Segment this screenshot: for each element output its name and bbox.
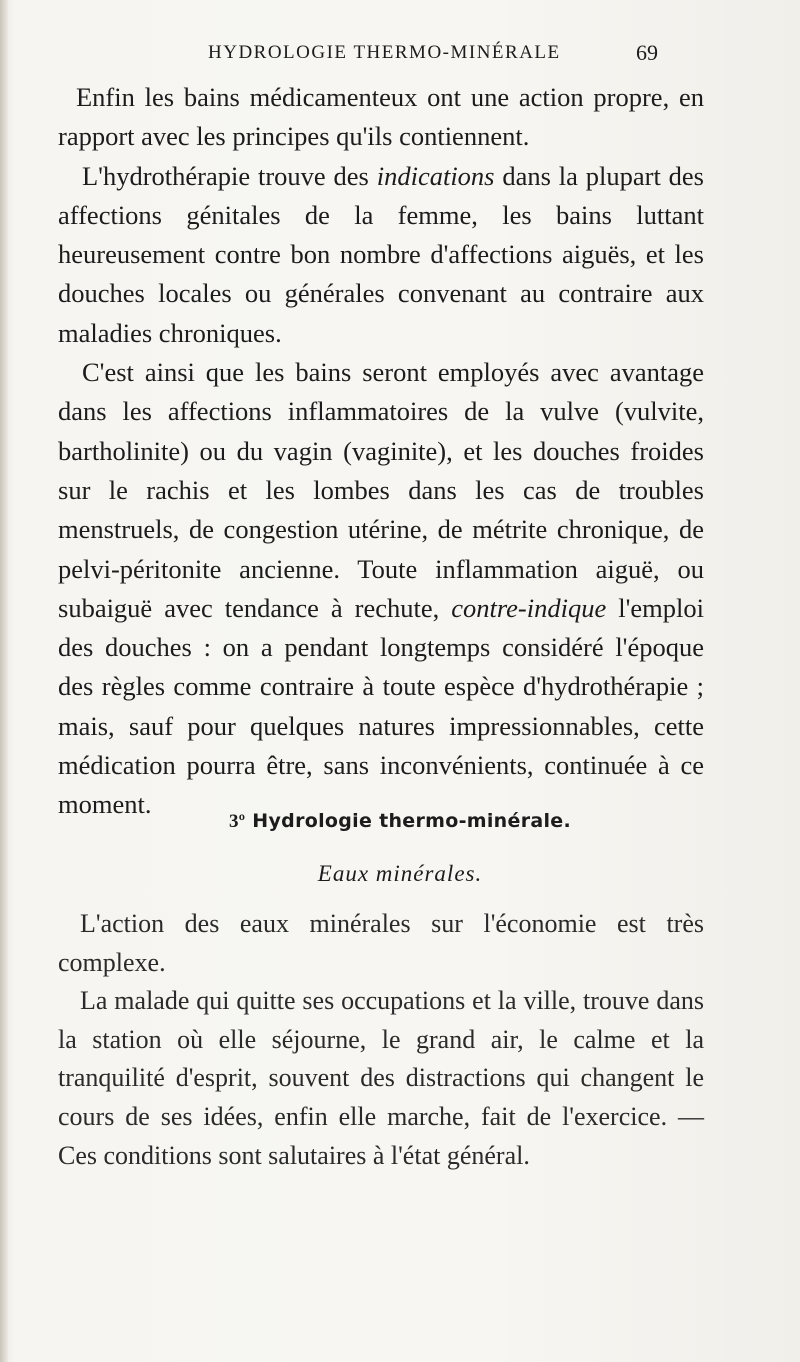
page-number: 69 [636,40,658,65]
subsection-heading: Eaux minérales. [317,861,483,886]
italic-term: indications [376,160,495,191]
paragraph-text: dans la plupart des affections génitales de la femme, les bains luttant heureusement contre bon nombre d'affections aiguës, et les douches locales ou générales convenant au contraire aux maladies chroniques. [58,160,704,348]
page-binding-edge [0,0,8,1362]
body-text-bottom [58,905,704,1175]
paragraph-text: l'emploi des douches : on a pendant longtemps considéré l'époque des règles comme contraire à toute espèce d'hydrothérapie ; mais, sauf pour quelques natures impressionnables, cette médication pourra être, sans inconvénients, continuée à ce moment. [58,592,704,820]
section-title: Hydrologie thermo-minérale. [252,810,572,832]
paragraph [58,157,704,353]
paragraph [58,353,704,825]
section-heading [0,810,800,833]
section-number: 3º [228,811,246,832]
running-title: HYDROLOGIE THERMO-MINÉRALE [208,42,561,63]
paragraph-text: Enfin les bains médicamenteux ont une action propre, en rapport avec les principes qu'ils contiennent. [58,82,704,152]
paragraph-text: C'est ainsi que les bains seront employés avec avantage dans les affections inflammatoires de la vulve (vulvite, bartholinite) ou du vagin (vaginite), et les douches froides sur le rachis et les lombes dans les cas de troubles menstruels, de congestion utérine, de métrite chronique, de pelvi-péritonite ancienne. Toute inflammation aiguë, ou subaiguë avec tendance à rechute, [58,357,704,623]
paragraph-text: L'hydrothérapie trouve des [82,160,377,191]
italic-term: contre-indique [451,592,607,623]
paragraph: L'action des eaux minérales sur l'économie est très complexe. [58,909,704,977]
running-head [208,42,656,64]
paragraph: La malade qui quitte ses occupations et la ville, trouve dans la station où elle séjourne, le grand air, le calme et la tranquilité d'esprit, souvent des distractions qui changent le cours de ses idées, enfin elle marche, fait de l'exercice. — Ces conditions sont salutaires à l'état général. [58,986,704,1170]
body-text-top [58,78,704,825]
paragraph [58,78,704,157]
